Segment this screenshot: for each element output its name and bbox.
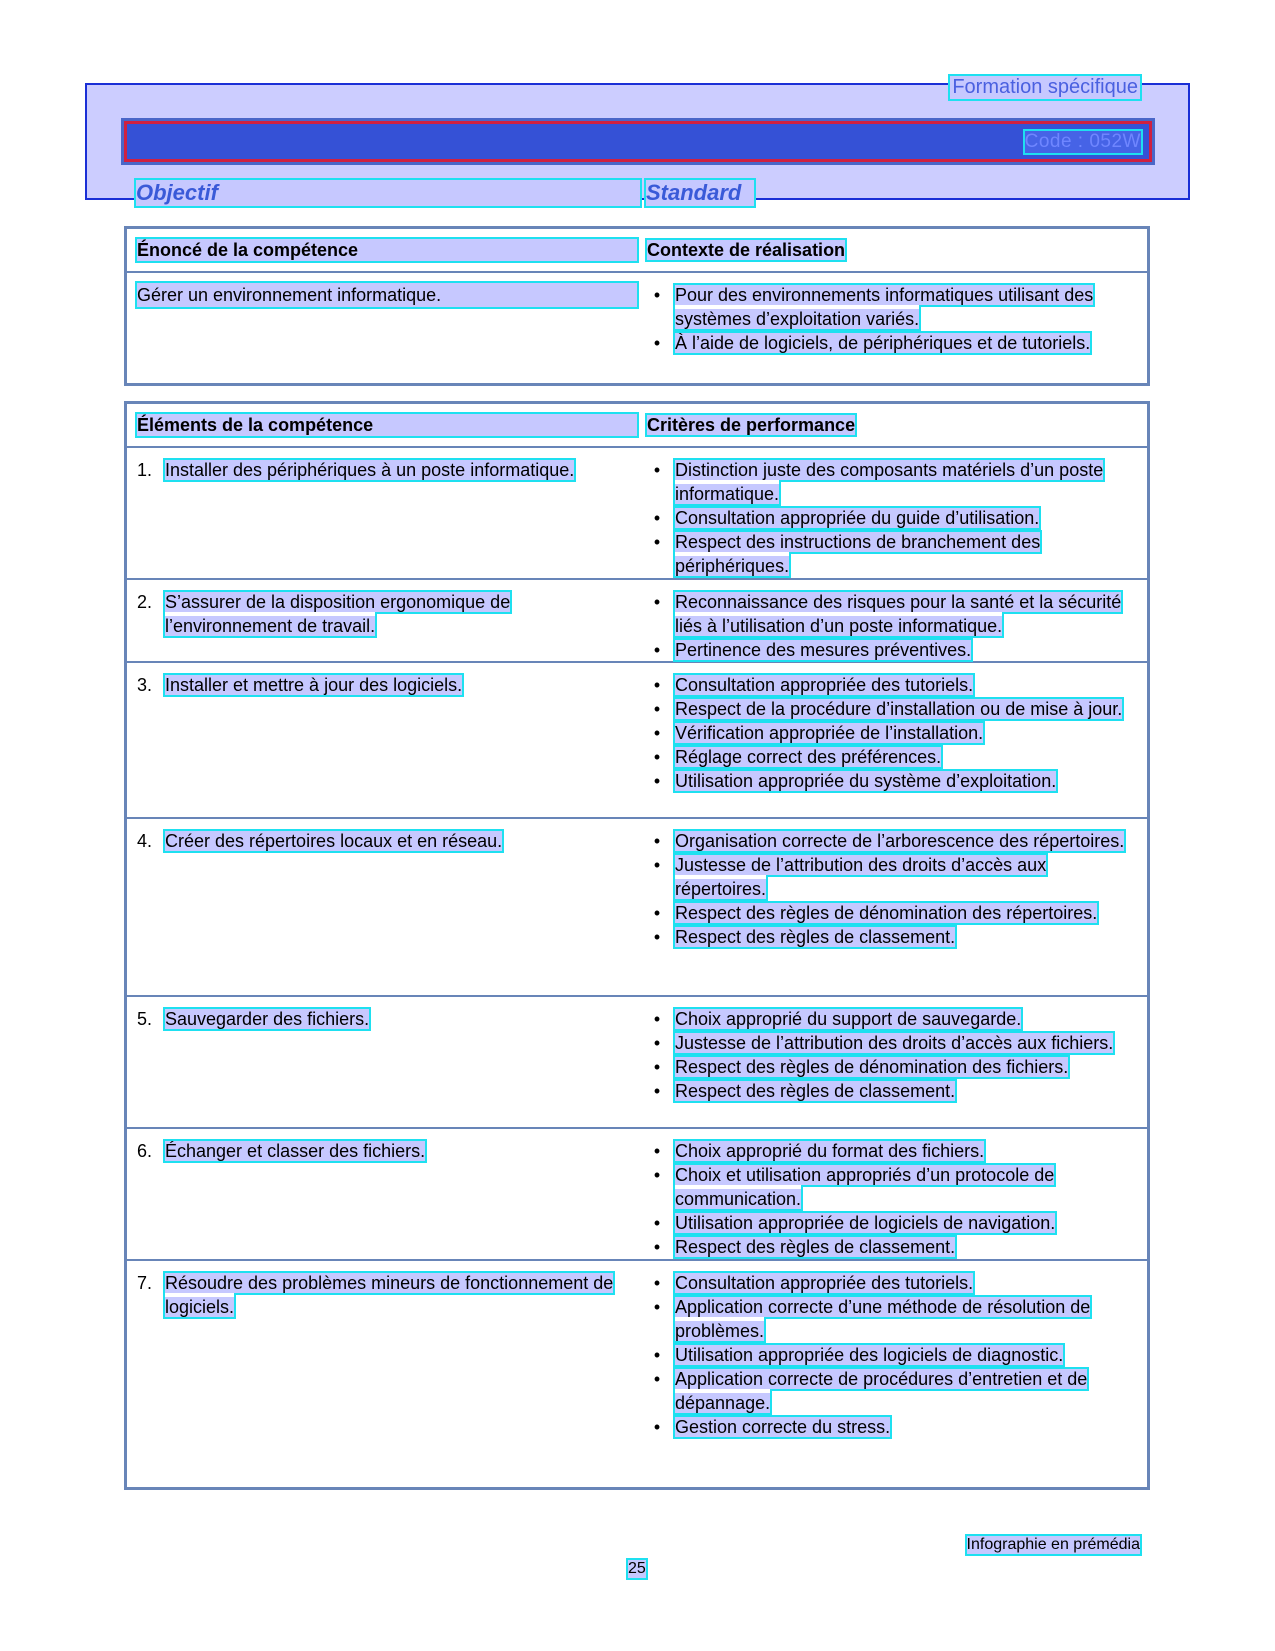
bullet-icon: • — [653, 1237, 661, 1257]
page-number: 25 — [628, 1560, 646, 1577]
element-row — [127, 1129, 1147, 1261]
bullet-icon: • — [653, 333, 661, 353]
elements-heading: Éléments de la compétence — [137, 414, 637, 436]
criterion-text: Consultation appropriée du guide d’utilisation. — [675, 508, 1040, 528]
criteria-list — [647, 1139, 1127, 1259]
criterion-item — [647, 1343, 1127, 1367]
bullet-icon: • — [653, 640, 661, 660]
bullet-icon: • — [653, 747, 661, 767]
competence-table — [124, 226, 1150, 386]
criteria-list — [647, 458, 1127, 578]
criteria-list — [647, 829, 1127, 949]
criteres-heading: Critères de performance — [647, 415, 856, 435]
criterion-item — [647, 745, 1127, 769]
element-number: 2. — [137, 592, 153, 612]
bullet-icon: • — [653, 1057, 661, 1077]
bullet-icon: • — [653, 699, 661, 719]
element-text: Échanger et classer des fichiers. — [165, 1141, 426, 1161]
criterion-item — [647, 1079, 1127, 1103]
criterion-text: Utilisation appropriée des logiciels de diagnostic. — [675, 1345, 1064, 1365]
element-text: Sauvegarder des fichiers. — [165, 1009, 370, 1029]
competence-body-row — [127, 273, 1147, 383]
criterion-item — [647, 590, 1127, 638]
criterion-text: Pour des environnements informatiques utilisant des systèmes d’exploitation variés. — [675, 285, 1094, 329]
criterion-item — [647, 1055, 1127, 1079]
element-text: Créer des répertoires locaux et en réseau. — [165, 831, 503, 851]
criterion-text: Respect des règles de dénomination des fichiers. — [675, 1057, 1069, 1077]
element-text: S’assurer de la disposition ergonomique de l’environnement de travail. — [165, 592, 511, 636]
footer-program: Infographie en prémédia — [966, 1536, 1140, 1553]
bullet-icon: • — [653, 771, 661, 791]
elements-table — [124, 401, 1150, 1490]
criterion-item — [647, 1271, 1127, 1295]
criterion-text: Utilisation appropriée du système d’exploitation. — [675, 771, 1057, 791]
criterion-item — [647, 1367, 1127, 1415]
element-text: Installer et mettre à jour des logiciels. — [165, 675, 463, 695]
criterion-item — [647, 506, 1127, 530]
criterion-text: Respect des instructions de branchement des périphériques. — [675, 532, 1041, 576]
criterion-text: Respect des règles de dénomination des répertoires. — [675, 903, 1098, 923]
criterion-text: Choix et utilisation appropriés d’un protocole de communication. — [675, 1165, 1055, 1209]
element-row — [127, 580, 1147, 663]
contexte-list — [647, 283, 1127, 355]
criterion-item — [647, 458, 1127, 506]
criterion-item — [647, 1031, 1127, 1055]
criteria-list — [647, 1271, 1127, 1439]
element-number: 6. — [137, 1141, 153, 1161]
criterion-text: Respect de la procédure d’installation ou de mise à jour. — [675, 699, 1123, 719]
elements-header-row — [127, 404, 1147, 448]
criterion-item — [647, 1211, 1127, 1235]
bullet-icon: • — [653, 903, 661, 923]
bullet-icon: • — [653, 1213, 661, 1233]
bullet-icon: • — [653, 1273, 661, 1293]
criterion-text: Respect des règles de classement. — [675, 927, 956, 947]
element-row — [127, 997, 1147, 1129]
criterion-text: Application correcte de procédures d’entretien et de dépannage. — [675, 1369, 1088, 1413]
criterion-item — [647, 638, 1127, 662]
contexte-heading: Contexte de réalisation — [647, 240, 846, 260]
criterion-item — [647, 925, 1127, 949]
criterion-item — [647, 1295, 1127, 1343]
bullet-icon: • — [653, 831, 661, 851]
criterion-text: Choix approprié du format des fichiers. — [675, 1141, 985, 1161]
criterion-item — [647, 530, 1127, 578]
bullet-icon: • — [653, 1417, 661, 1437]
bullet-icon: • — [653, 1081, 661, 1101]
criterion-item — [647, 1007, 1127, 1031]
criterion-text: Vérification appropriée de l’installation. — [675, 723, 984, 743]
element-row — [127, 819, 1147, 997]
element-text: Résoudre des problèmes mineurs de fonctionnement de logiciels. — [165, 1273, 614, 1317]
criterion-item — [647, 1415, 1127, 1439]
criteria-list — [647, 1007, 1127, 1103]
criterion-item — [647, 1235, 1127, 1259]
bullet-icon: • — [653, 1009, 661, 1029]
criterion-item — [647, 331, 1127, 355]
bullet-icon: • — [653, 1033, 661, 1053]
criterion-text: Distinction juste des composants matériels d’un poste informatique. — [675, 460, 1104, 504]
element-number: 1. — [137, 460, 153, 480]
criterion-text: Application correcte d’une méthode de résolution de problèmes. — [675, 1297, 1091, 1341]
criterion-text: Réglage correct des préférences. — [675, 747, 942, 767]
element-number: 5. — [137, 1009, 153, 1029]
criterion-text: Consultation appropriée des tutoriels. — [675, 1273, 974, 1293]
bullet-icon: • — [653, 1165, 661, 1185]
criterion-item — [647, 283, 1127, 331]
element-number: 4. — [137, 831, 153, 851]
bullet-icon: • — [653, 675, 661, 695]
criterion-item — [647, 673, 1127, 697]
code-label: Code : 052W — [1024, 131, 1141, 152]
criterion-text: Choix approprié du support de sauvegarde. — [675, 1009, 1022, 1029]
criterion-item — [647, 853, 1127, 901]
criterion-item — [647, 1163, 1127, 1211]
enonce-text: Gérer un environnement informatique. — [137, 283, 637, 307]
element-row — [127, 663, 1147, 819]
bullet-icon: • — [653, 592, 661, 612]
bullet-icon: • — [653, 723, 661, 743]
bullet-icon: • — [653, 855, 661, 875]
bullet-icon: • — [653, 1369, 661, 1389]
enonce-heading: Énoncé de la compétence — [137, 239, 637, 261]
criterion-item — [647, 829, 1127, 853]
element-number: 7. — [137, 1273, 153, 1293]
criteria-list — [647, 590, 1127, 662]
criterion-text: Pertinence des mesures préventives. — [675, 640, 972, 660]
element-text: Installer des périphériques à un poste informatique. — [165, 460, 575, 480]
bullet-icon: • — [653, 927, 661, 947]
competence-header-row — [127, 229, 1147, 273]
formation-label: Formation spécifique — [952, 76, 1138, 98]
criteria-list — [647, 673, 1127, 793]
criterion-text: À l’aide de logiciels, de périphériques et de tutoriels. — [675, 333, 1091, 353]
element-number: 3. — [137, 675, 153, 695]
bullet-icon: • — [653, 1297, 661, 1317]
code-bar — [124, 121, 1152, 162]
criterion-item — [647, 1139, 1127, 1163]
criterion-item — [647, 721, 1127, 745]
element-row — [127, 448, 1147, 580]
bullet-icon: • — [653, 1345, 661, 1365]
criterion-text: Utilisation appropriée de logiciels de navigation. — [675, 1213, 1056, 1233]
objectif-title: Objectif — [136, 180, 640, 206]
criterion-item — [647, 769, 1127, 793]
criterion-item — [647, 697, 1127, 721]
criterion-text: Justesse de l’attribution des droits d’accès aux fichiers. — [675, 1033, 1114, 1053]
bullet-icon: • — [653, 532, 661, 552]
standard-title: Standard — [646, 180, 754, 206]
criterion-text: Consultation appropriée des tutoriels. — [675, 675, 974, 695]
bullet-icon: • — [653, 285, 661, 305]
criterion-text: Organisation correcte de l’arborescence des répertoires. — [675, 831, 1125, 851]
criterion-text: Reconnaissance des risques pour la santé et la sécurité liés à l’utilisation d’un poste informatique. — [675, 592, 1122, 636]
criterion-text: Respect des règles de classement. — [675, 1237, 956, 1257]
criterion-item — [647, 901, 1127, 925]
criterion-text: Justesse de l’attribution des droits d’accès aux répertoires. — [675, 855, 1047, 899]
criterion-text: Gestion correcte du stress. — [675, 1417, 891, 1437]
bullet-icon: • — [653, 460, 661, 480]
bullet-icon: • — [653, 1141, 661, 1161]
bullet-icon: • — [653, 508, 661, 528]
criterion-text: Respect des règles de classement. — [675, 1081, 956, 1101]
element-row — [127, 1261, 1147, 1441]
